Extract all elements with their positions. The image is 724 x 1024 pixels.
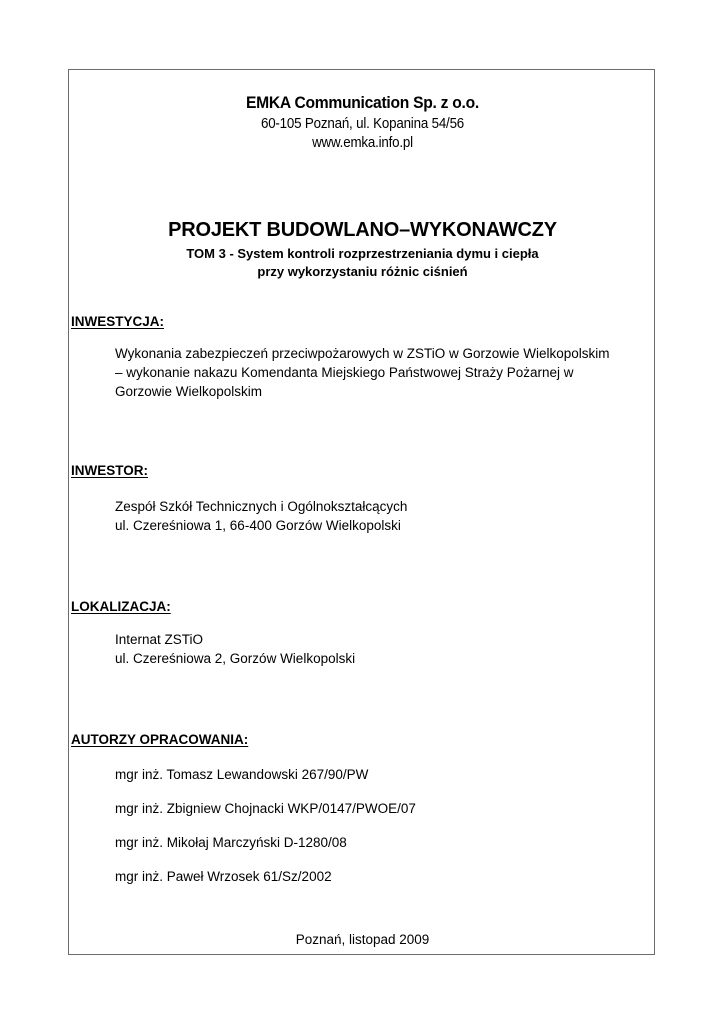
location-details: [115, 630, 355, 668]
place-and-date: Poznań, listopad 2009: [295, 932, 430, 947]
author-item: mgr inż. Tomasz Lewandowski 267/90/PW: [115, 767, 369, 782]
investment-line: Wykonania zabezpieczeń przeciwpożarowych w ZSTiO w Gorzowie Wielkopolskim: [115, 346, 610, 361]
document-subtitle-line-1: TOM 3 - System kontroli rozprzestrzeniania dymu i ciepła: [186, 246, 539, 261]
authors-list: [115, 765, 416, 901]
page-border: [68, 69, 655, 955]
investment-description: [115, 344, 610, 401]
document-subtitle-line-2: przy wykorzystaniu różnic ciśnień: [257, 264, 468, 279]
author-item: mgr inż. Mikołaj Marczyński D-1280/08: [115, 835, 347, 850]
document-title: PROJEKT BUDOWLANO–WYKONAWCZY: [168, 219, 557, 241]
location-line: ul. Czereśniowa 2, Gorzów Wielkopolski: [115, 651, 356, 666]
location-line: Internat ZSTiO: [115, 632, 204, 647]
investor-details: [115, 497, 407, 535]
company-name: EMKA Communication Sp. z o.o.: [246, 93, 479, 112]
investor-line: Zespół Szkół Technicznych i Ogólnokształcących: [115, 499, 408, 514]
author-item: mgr inż. Zbigniew Chojnacki WKP/0147/PWOE/07: [115, 801, 416, 816]
investment-line: – wykonanie nakazu Komendanta Miejskiego Państwowej Straży Pożarnej w: [115, 365, 574, 380]
investor-heading: INWESTOR:: [71, 463, 148, 478]
author-item: mgr inż. Paweł Wrzosek 61/Sz/2002: [115, 869, 332, 884]
company-website: www.emka.info.pl: [312, 135, 413, 151]
investment-heading: INWESTYCJA:: [71, 314, 165, 329]
company-address: 60-105 Poznań, ul. Kopanina 54/56: [260, 116, 465, 132]
authors-heading: AUTORZY OPRACOWANIA:: [71, 732, 249, 747]
location-heading: LOKALIZACJA:: [71, 599, 171, 614]
investor-line: ul. Czereśniowa 1, 66-400 Gorzów Wielkopolski: [115, 518, 401, 533]
investment-line: Gorzowie Wielkopolskim: [115, 384, 263, 399]
